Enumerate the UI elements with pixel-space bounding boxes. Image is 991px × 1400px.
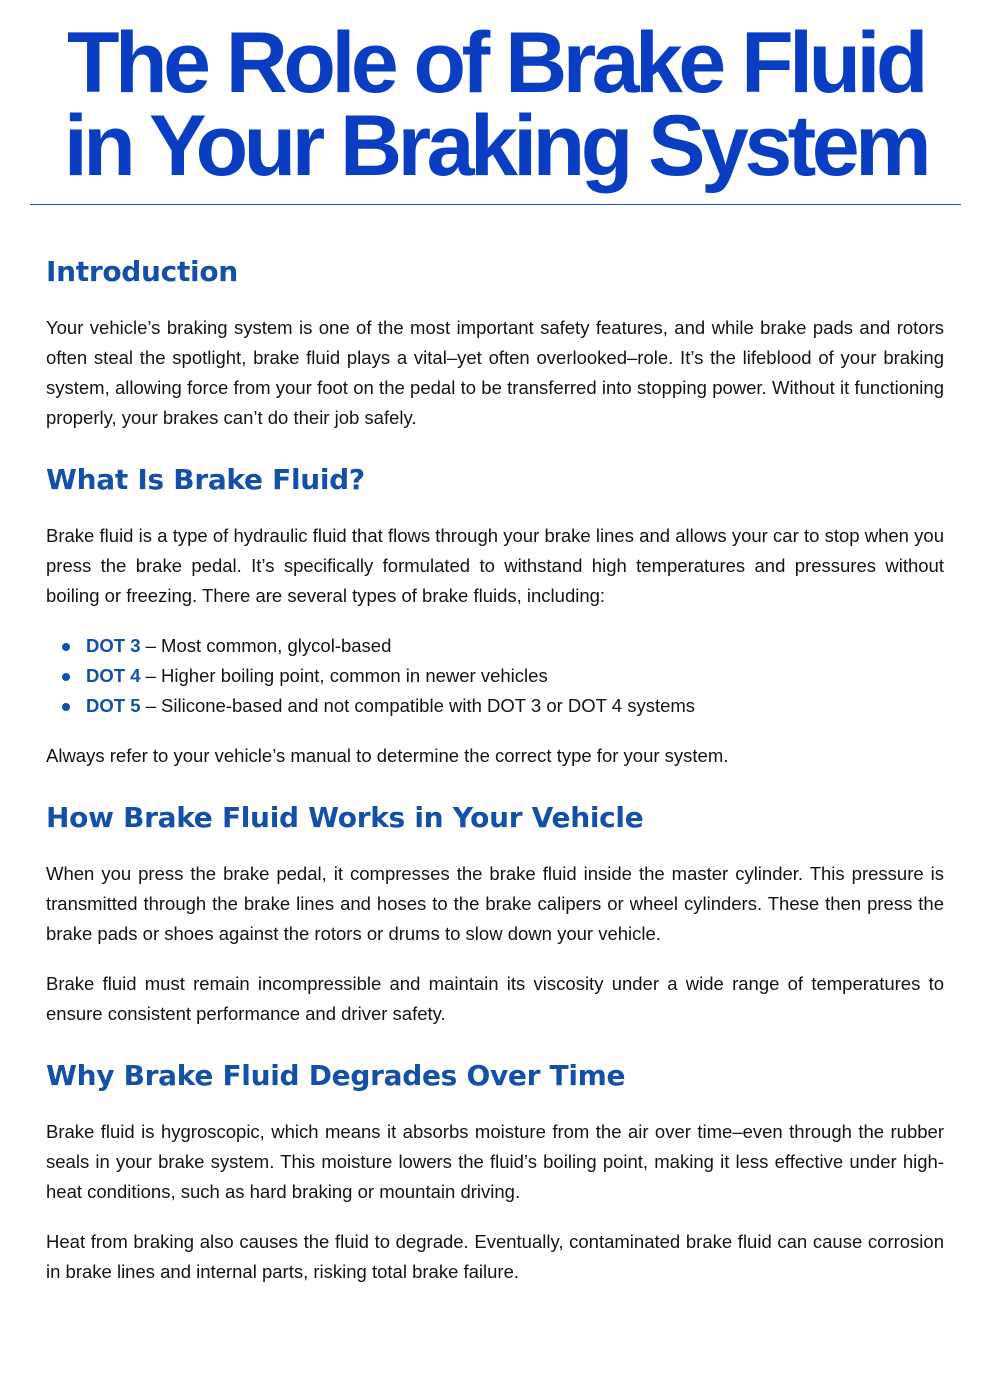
list-item (46, 691, 944, 721)
paragraph: Brake fluid must remain incompressible and maintain its viscosity under a wide range of temperatures to ensure consistent performance and driver safety. (46, 973, 944, 1024)
page-title (0, 15, 991, 194)
section-what-is-brake-fluid (46, 455, 944, 771)
paragraph: Brake fluid is hygroscopic, which means it absorbs moisture from the air over time–even through the rubber seals in your brake system. This moisture lowers the fluid’s boiling point, making it less effective under high-heat conditions, such as hard braking or mountain driving. (46, 1121, 944, 1202)
paragraph: Brake fluid is a type of hydraulic fluid that flows through your brake lines and allows your car to stop when you press the brake pedal. It’s specifically formulated to withstand high temperatures and pressures without boiling or freezing. There are several types of brake fluids, including: (46, 525, 944, 606)
page-title-line-2: in Your Braking System (63, 98, 928, 194)
paragraph: Heat from braking also causes the fluid to degrade. Eventually, contaminated brake fluid can cause corrosion in brake lines and internal parts, risking total brake failure. (46, 1231, 944, 1282)
fluid-type-name: DOT 3 (86, 635, 141, 656)
page-title-line-1: The Role of Brake Fluid (67, 15, 924, 111)
fluid-type-description: – Higher boiling point, common in newer vehicles (140, 665, 548, 686)
title-divider (30, 204, 961, 205)
paragraph: When you press the brake pedal, it compresses the brake fluid inside the master cylinder. This pressure is transmitted through the brake lines and hoses to the brake calipers or wheel cylinders. These then press the brake pads or shoes against the rotors or drums to slow down your vehicle. (46, 863, 944, 944)
fluid-type-description: – Silicone-based and not compatible with DOT 3 or DOT 4 systems (140, 695, 696, 716)
section-heading: Why Brake Fluid Degrades Over Time (46, 1059, 626, 1092)
section-heading: How Brake Fluid Works in Your Vehicle (46, 801, 644, 834)
list-item (46, 631, 944, 661)
section-why-brake-fluid-degrades (46, 1051, 944, 1287)
bullet-icon (62, 703, 70, 711)
paragraph: Your vehicle’s braking system is one of the most important safety features, and while brake pads and rotors often steal the spotlight, brake fluid plays a vital–yet often overlooked–role. It’s the lifeblood of your braking system, allowing force from your foot on the pedal to be transferred into stopping power. Without it functioning properly, your brakes can’t do their job safely. (46, 317, 944, 428)
section-heading: Introduction (46, 255, 238, 288)
bullet-icon (62, 643, 70, 651)
fluid-type-description: – Most common, glycol-based (140, 635, 392, 656)
bullet-icon (62, 673, 70, 681)
section-heading: What Is Brake Fluid? (46, 463, 365, 496)
paragraph: Always refer to your vehicle’s manual to determine the correct type for your system. (46, 745, 729, 766)
list-item (46, 661, 944, 691)
fluid-type-name: DOT 4 (86, 665, 141, 686)
section-how-brake-fluid-works (46, 793, 944, 1029)
article-body (46, 247, 944, 1287)
brake-fluid-types-list (46, 631, 944, 721)
section-introduction (46, 247, 944, 433)
fluid-type-name: DOT 5 (86, 695, 141, 716)
